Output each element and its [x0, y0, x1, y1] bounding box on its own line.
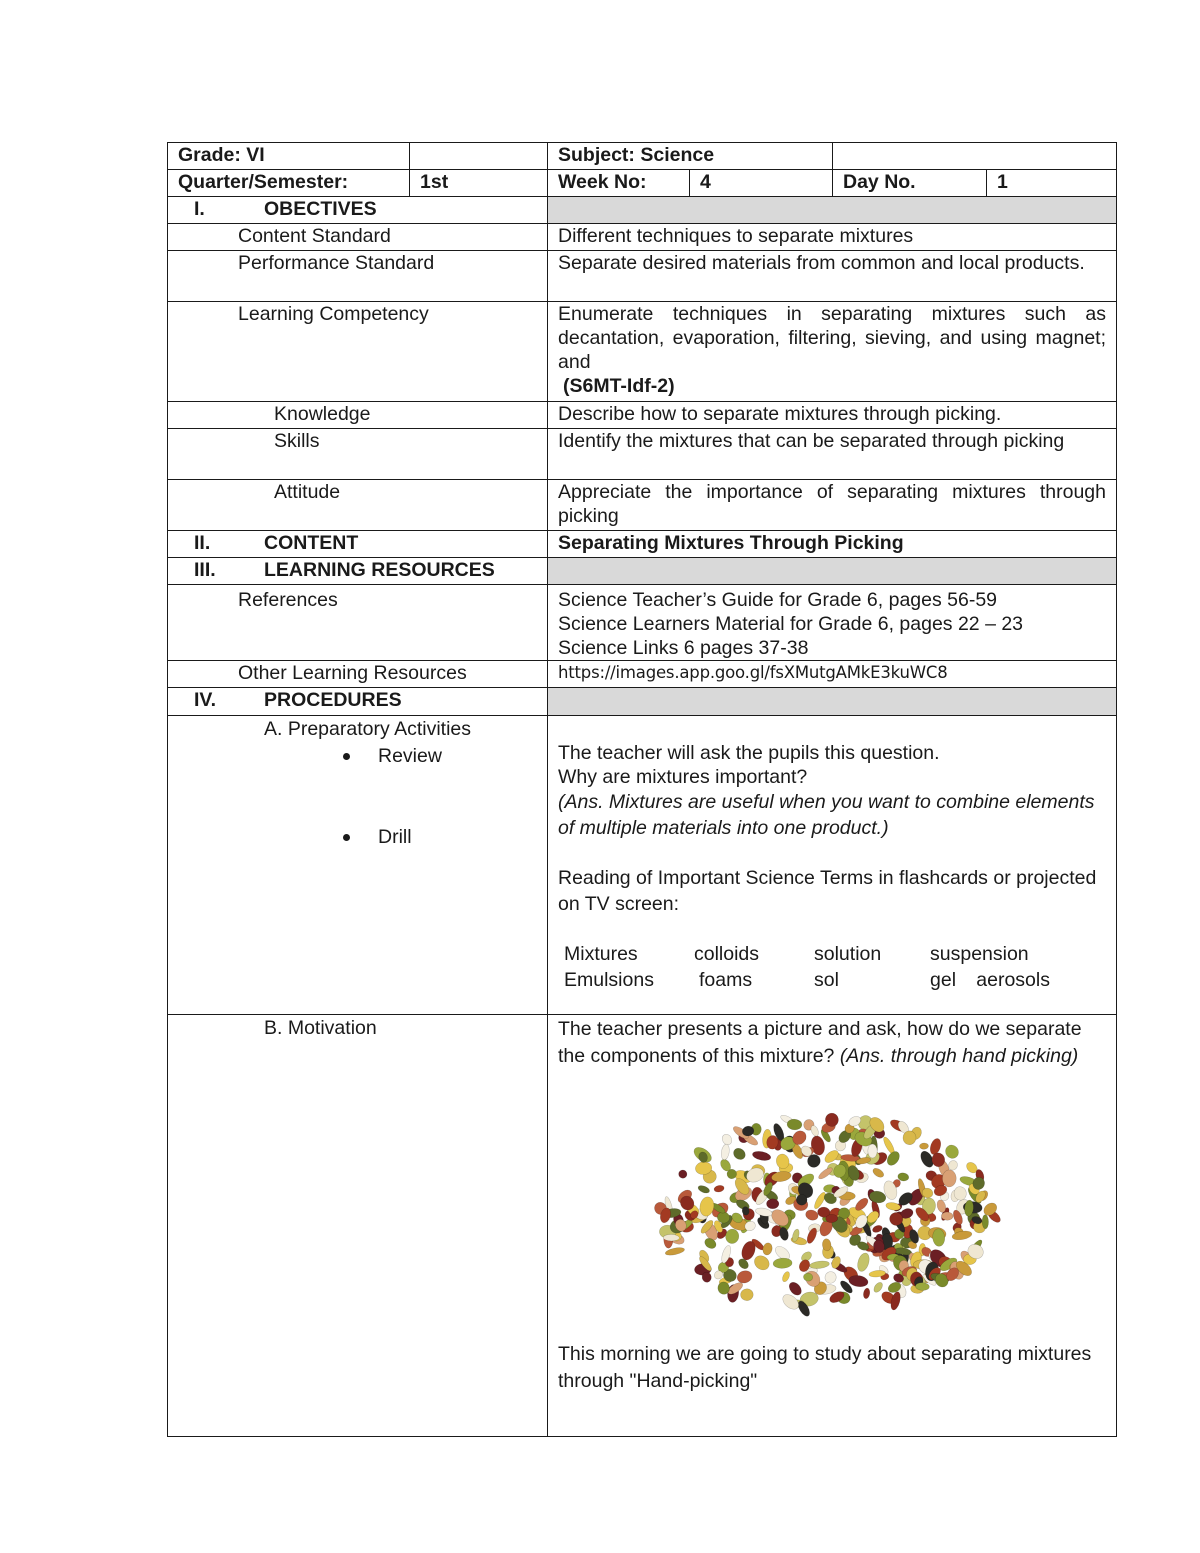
review-question: Why are mixtures important? — [558, 766, 808, 788]
subject-label: Subject: Science — [548, 143, 833, 170]
objectives-header-row — [168, 197, 1117, 224]
preparatory-row — [168, 716, 1117, 1015]
row-value — [548, 302, 1117, 402]
motivation-question-text: The teacher presents a picture and ask, how do we separate the components of this mixture? — [558, 1018, 1082, 1067]
content-standard-row — [168, 224, 1117, 251]
shaded-cell — [548, 688, 1117, 716]
learning-competency-row — [168, 302, 1117, 402]
drill-label: Drill — [378, 826, 412, 848]
competency-code: (S6MT-Idf-2) — [563, 375, 675, 397]
term: suspension — [930, 943, 1029, 965]
section-number: III. — [194, 559, 216, 581]
term-pair — [930, 967, 1050, 993]
content-value: Separating Mixtures Through Picking — [548, 531, 1117, 558]
term: Mixtures — [564, 943, 638, 965]
motivation-answer: (Ans. through hand picking) — [839, 1044, 1079, 1067]
other-resources-row — [168, 661, 1117, 688]
week-label: Week No: — [548, 170, 690, 197]
reference-item: Science Learners Material for Grade 6, pages 22 – 23 — [558, 613, 1024, 635]
term: solution — [814, 943, 882, 965]
grade-label: Grade: VI — [168, 143, 410, 170]
bullet-icon — [343, 834, 350, 841]
references-row — [168, 585, 1117, 661]
mixed-beans-image — [653, 1109, 1003, 1319]
section-number: II. — [194, 532, 211, 554]
references-list — [548, 585, 1117, 661]
lesson-plan-table — [167, 142, 1117, 1437]
motivation-row — [168, 1015, 1117, 1437]
quarter-value: 1st — [410, 170, 548, 197]
reference-item: Science Teacher’s Guide for Grade 6, pages 56-59 — [558, 589, 998, 611]
section-title: PROCEDURES — [264, 689, 402, 711]
term: aerosols — [976, 969, 1050, 991]
knowledge-row — [168, 402, 1117, 429]
empty-cell — [833, 143, 1117, 170]
preparatory-content — [548, 716, 1117, 1015]
attitude-row — [168, 480, 1117, 531]
quarter-label: Quarter/Semester: — [168, 170, 410, 197]
term: gel — [930, 969, 957, 991]
bullet-icon — [343, 753, 350, 760]
section-title: LEARNING RESOURCES — [264, 559, 495, 581]
row-label: Performance Standard — [168, 251, 548, 302]
resource-link[interactable]: https://images.app.goo.gl/fsXMutgAMkE3kuWC8 — [548, 661, 1117, 688]
section-heading — [168, 688, 548, 716]
row-value: Separate desired materials from common and local products. — [548, 251, 1117, 302]
motivation-closing: This morning we are going to study about separating mixtures through "Hand-picking" — [558, 1343, 1092, 1392]
review-label: Review — [378, 745, 442, 767]
preparatory-label-cell — [168, 716, 548, 1015]
motivation-content — [548, 1015, 1117, 1437]
spacer — [558, 716, 1106, 741]
preparatory-label: A. Preparatory Activities — [264, 718, 471, 740]
row-label: Learning Competency — [168, 302, 548, 402]
row-label: Other Learning Resources — [168, 661, 548, 688]
empty-cell — [410, 143, 548, 170]
row-label: Content Standard — [168, 224, 548, 251]
shaded-cell — [548, 558, 1117, 585]
shaded-cell — [548, 197, 1117, 224]
section-title: OBECTIVES — [264, 198, 377, 220]
resources-header-row — [168, 558, 1117, 585]
section-number: IV. — [194, 689, 217, 711]
review-bullet — [343, 744, 537, 768]
drill-bullet — [343, 825, 537, 849]
row-value: Different techniques to separate mixtures — [548, 224, 1117, 251]
motivation-question — [558, 1015, 1106, 1069]
row-value: Identify the mixtures that can be separated through picking — [548, 429, 1117, 480]
header-row-2 — [168, 170, 1117, 197]
section-title: CONTENT — [264, 532, 359, 554]
procedures-header-row — [168, 688, 1117, 716]
term: Emulsions — [564, 969, 654, 991]
content-row — [168, 531, 1117, 558]
day-label: Day No. — [833, 170, 987, 197]
review-question: The teacher will ask the pupils this question. — [558, 742, 940, 764]
section-heading — [168, 558, 548, 585]
science-terms — [564, 941, 1106, 993]
term: colloids — [694, 943, 760, 965]
reference-item: Science Links 6 pages 37-38 — [558, 637, 809, 659]
performance-standard-row — [168, 251, 1117, 302]
row-label: Attitude — [168, 480, 548, 531]
row-value: Appreciate the importance of separating mixtures through picking — [548, 480, 1117, 531]
section-number: I. — [194, 198, 205, 220]
drill-text: Reading of Important Science Terms in flashcards or projected on TV screen: — [558, 867, 1097, 915]
row-label: References — [168, 585, 548, 661]
section-heading — [168, 531, 548, 558]
motivation-label: B. Motivation — [264, 1017, 377, 1039]
day-value: 1 — [987, 170, 1117, 197]
row-label: Knowledge — [168, 402, 548, 429]
motivation-label-cell — [168, 1015, 548, 1437]
skills-row — [168, 429, 1117, 480]
review-answer: (Ans. Mixtures are useful when you want to combine elements of multiple materials into one product.) — [558, 791, 1095, 839]
term: sol — [814, 969, 839, 991]
row-value: Describe how to separate mixtures through picking. — [548, 402, 1117, 429]
header-row-1 — [168, 143, 1117, 170]
row-label: Skills — [168, 429, 548, 480]
section-heading — [168, 197, 548, 224]
term: foams — [699, 969, 753, 991]
week-value: 4 — [690, 170, 833, 197]
competency-text: Enumerate techniques in separating mixtures such as decantation, evaporation, filtering, sieving, and using magnet; and — [558, 303, 1106, 373]
